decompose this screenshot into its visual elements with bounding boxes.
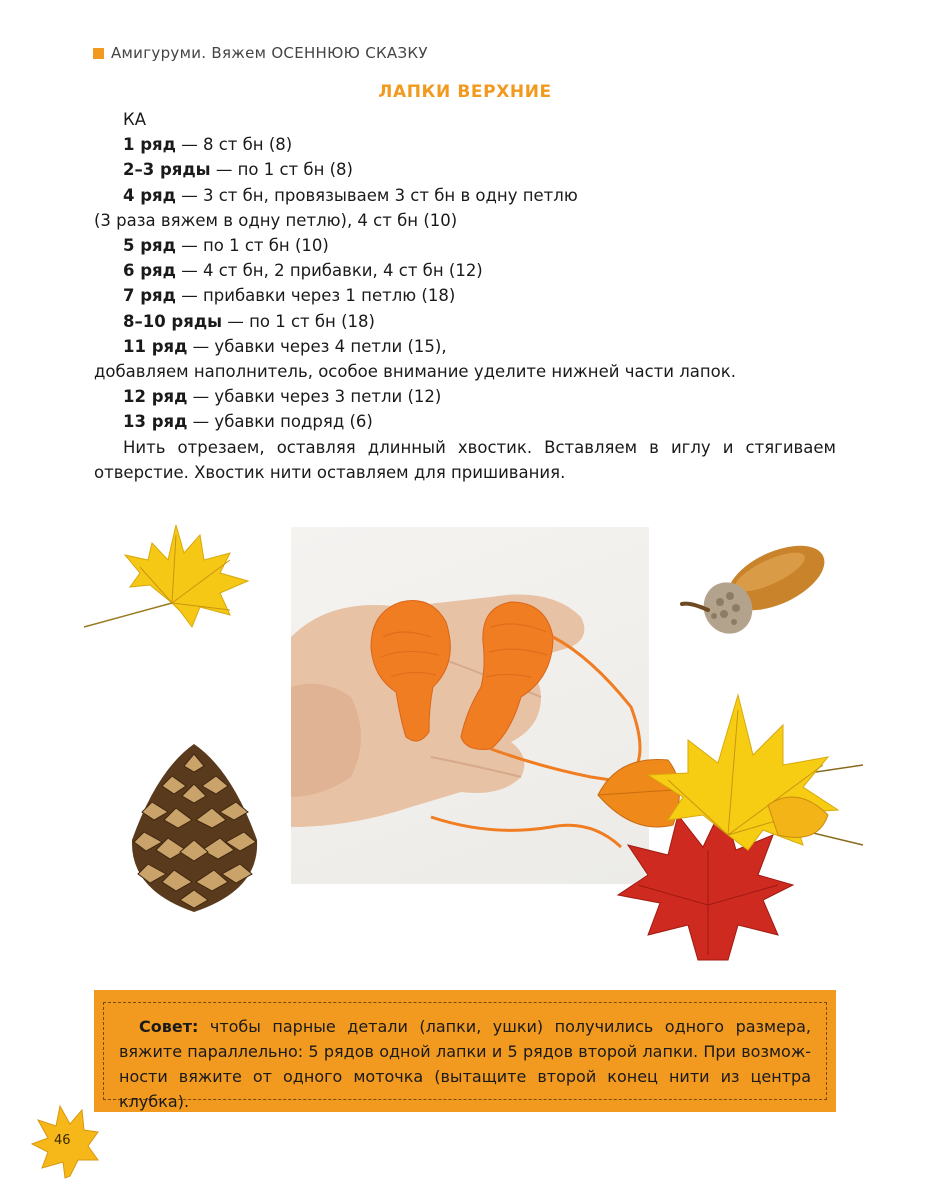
tip-label: Совет: xyxy=(139,1017,199,1036)
instruction-line: 2–3 ряды — по 1 ст бн (8) xyxy=(123,160,353,180)
instruction-line: 4 ряд — 3 ст бн, провязываем 3 ст бн в одну петлю xyxy=(123,185,578,205)
header-marker-icon xyxy=(93,48,104,59)
header-text: Амигуруми. Вяжем ОСЕННЮЮ СКАЗКУ xyxy=(111,44,428,62)
instruction-line: 1 ряд — 8 ст бн (8) xyxy=(123,135,293,155)
instruction-line: 6 ряд — 4 ст бн, 2 прибавки, 4 ст бн (12) xyxy=(123,261,483,281)
instruction-line: добавляем наполнитель, особое внимание уделите нижней части лапок. xyxy=(94,362,736,382)
instruction-line: Нить отрезаем, оставляя длинный хвостик. Вставляем в иглу и стягиваем xyxy=(123,437,836,457)
instruction-line: отверстие. Хвостик нити оставляем для пришивания. xyxy=(94,462,566,482)
running-header xyxy=(93,44,428,62)
instruction-line: КА xyxy=(123,110,147,129)
instruction-line: 12 ряд — убавки через 3 петли (12) xyxy=(123,387,442,407)
autumn-leaves-icon xyxy=(578,685,868,970)
instructions xyxy=(94,107,836,485)
pine-cone-icon xyxy=(122,740,267,915)
instruction-line: 8–10 ряды — по 1 ст бн (18) xyxy=(123,311,375,331)
instruction-line: 7 ряд — прибавки через 1 петлю (18) xyxy=(123,286,456,306)
acorn-icon xyxy=(678,530,833,640)
tip-box xyxy=(94,990,836,1112)
maple-leaf-icon xyxy=(80,515,270,640)
instruction-line: (3 раза вяжем в одну петлю), 4 ст бн (10) xyxy=(94,210,458,230)
section-title: ЛАПКИ ВЕРХНИЕ xyxy=(378,82,552,102)
instruction-line: 5 ряд — по 1 ст бн (10) xyxy=(123,236,329,256)
page-number: 46 xyxy=(54,1133,71,1148)
instruction-line: 11 ряд — убавки через 4 петли (15), xyxy=(123,336,447,356)
instruction-line: 13 ряд — убавки подряд (6) xyxy=(123,412,373,432)
tip-text: Совет: чтобы парные детали (лапки, ушки) получились одного размера, вяжите параллельно: 5 рядов одной лапки и 5 рядов второй лапки. При возмож- ности вяжите от одного моточка (вытащите второй конец нити из центра клубка). xyxy=(103,1002,827,1100)
